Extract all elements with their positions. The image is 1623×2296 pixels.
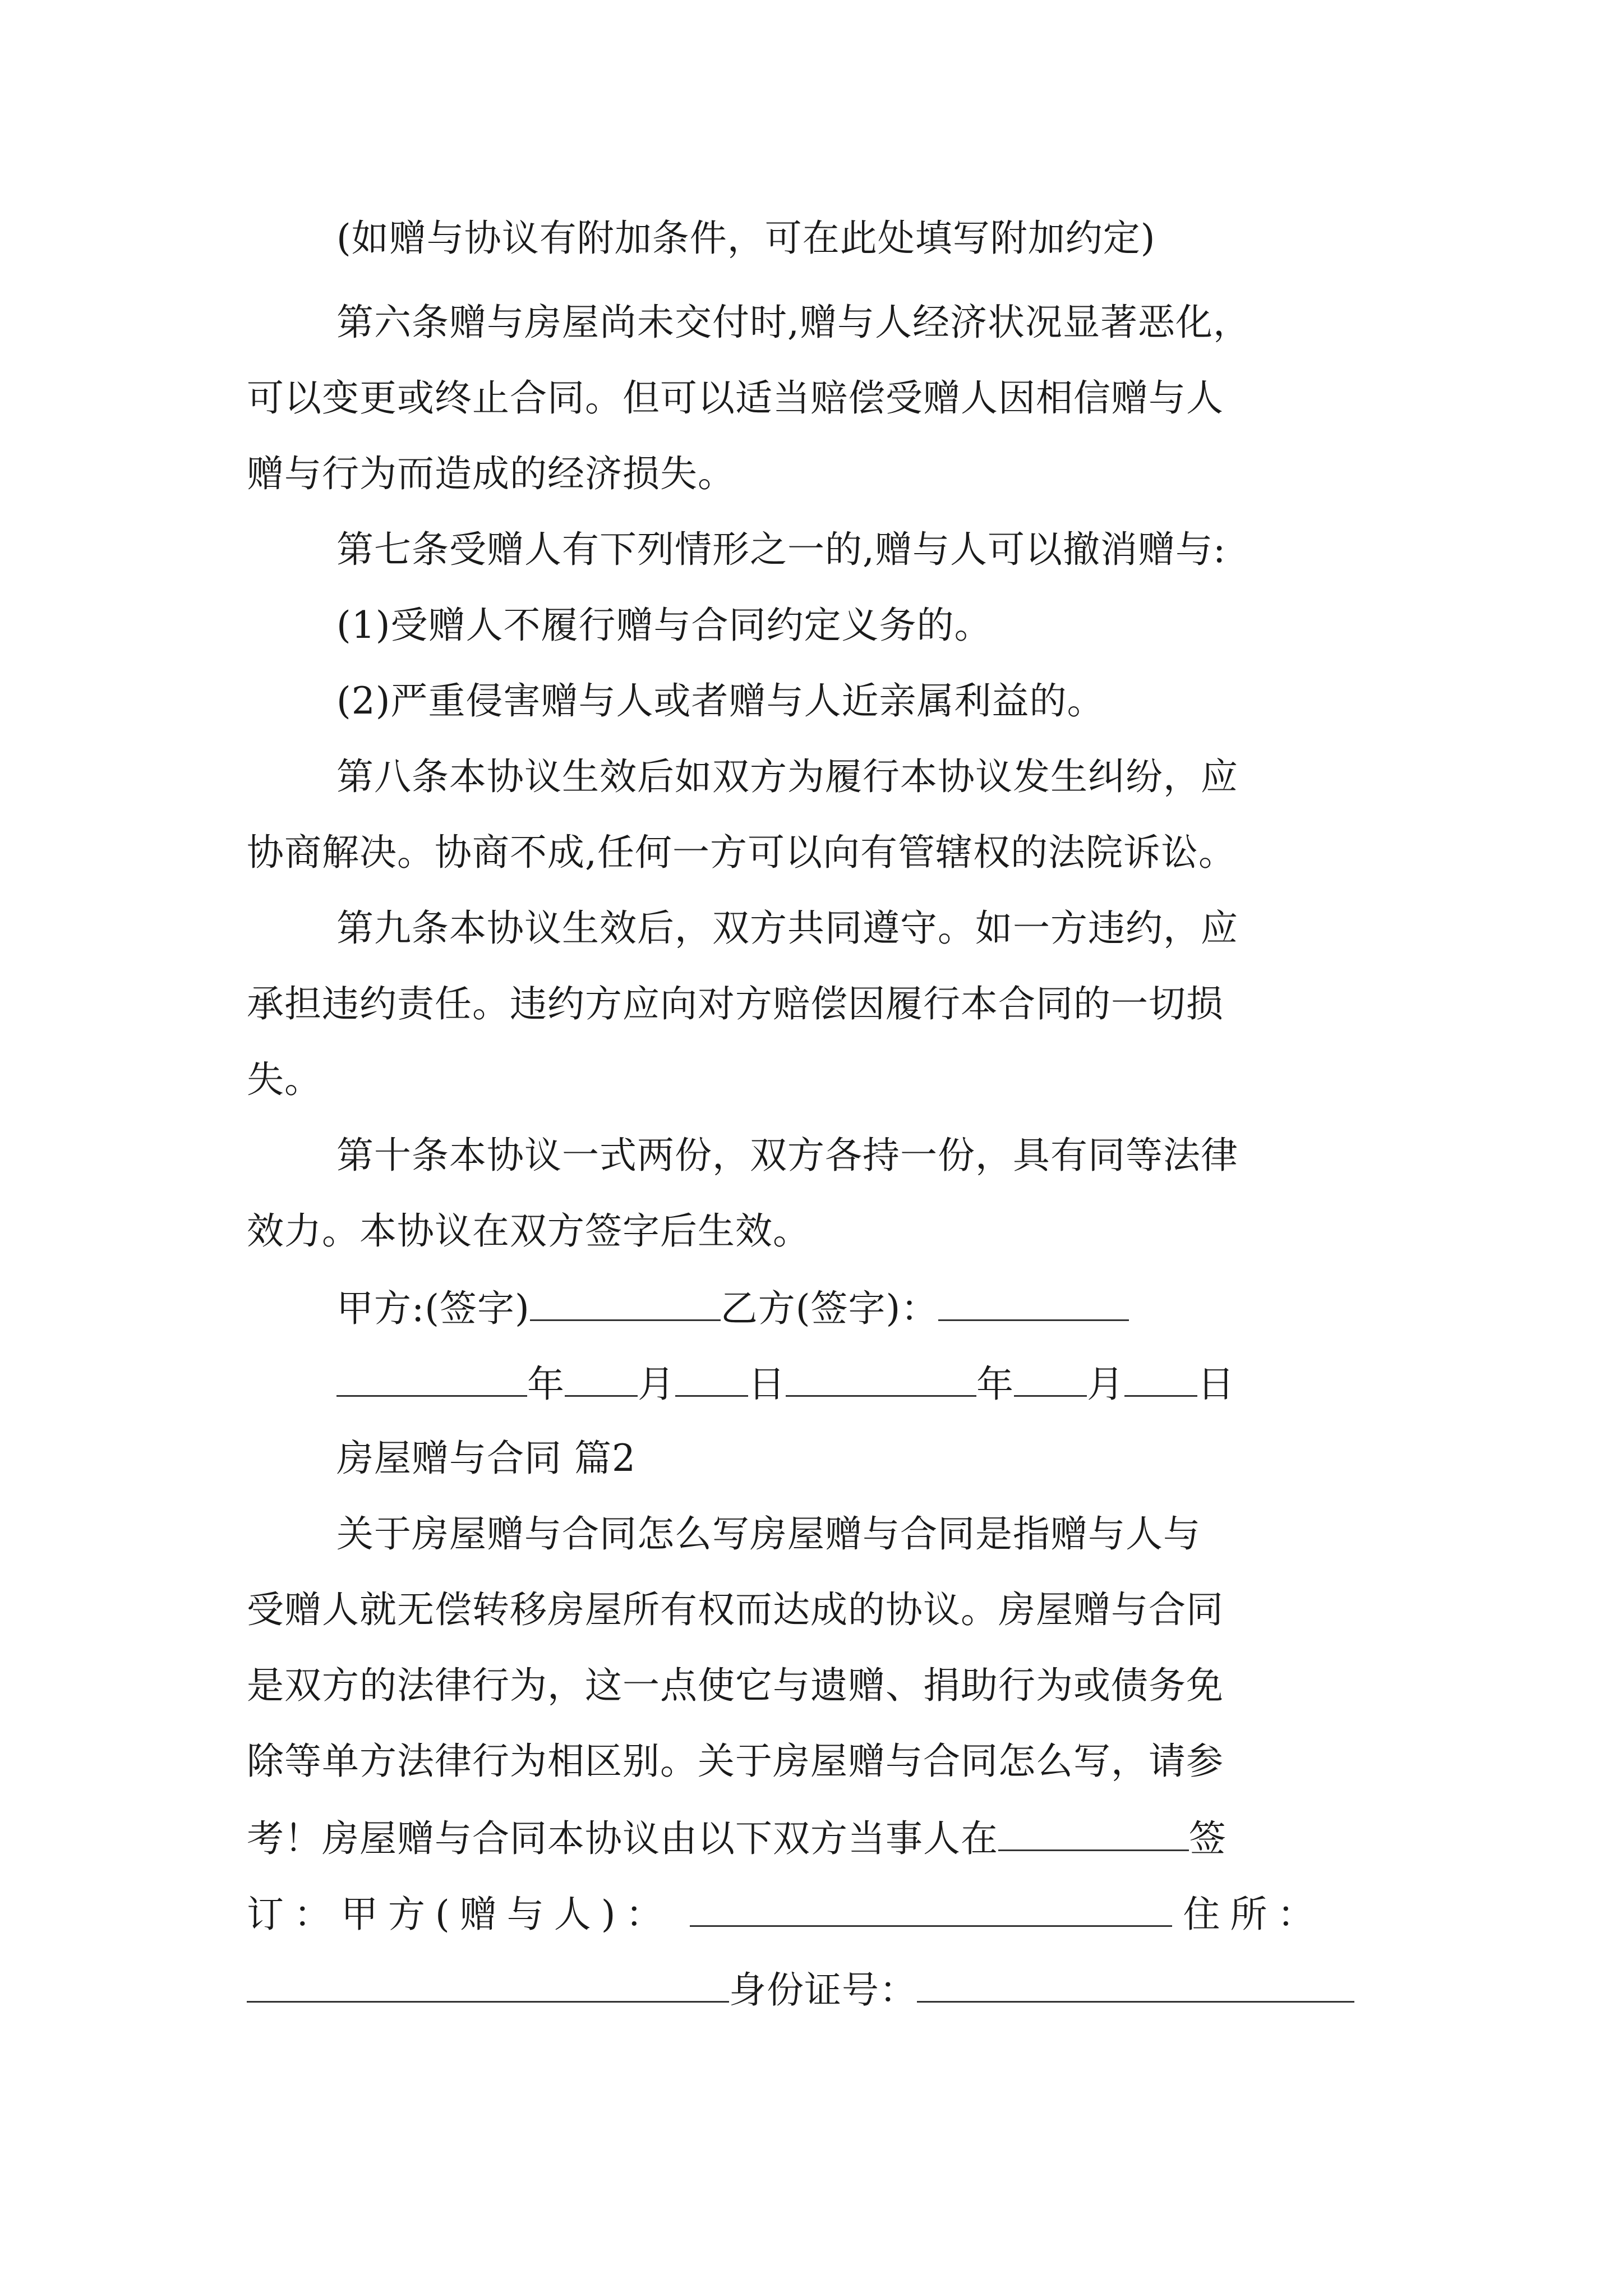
address-label: 住所： [1183, 1893, 1325, 1936]
paragraph-text: 签 [1189, 1817, 1227, 1860]
year-label: 年 [976, 1363, 1014, 1406]
paragraph-line: 受赠人就无偿转移房屋所有权而达成的协议。房屋赠与合同 [247, 1588, 1224, 1631]
paragraph-line: (1)受赠人不履行赠与合同约定义务的。 [336, 604, 992, 647]
paragraph-line: 除等单方法律行为相区别。关于房屋赠与合同怎么写，请参 [247, 1740, 1224, 1783]
paragraph-line: 第九条本协议生效后，双方共同遵守。如一方违约，应 [336, 907, 1238, 950]
year-blank [336, 1360, 527, 1397]
id-number-blank [917, 1966, 1354, 2003]
date-line [336, 1360, 1235, 1407]
paragraph-line: 失。 [247, 1058, 322, 1101]
paragraph-line: 可以变更或终止合同。但可以适当赔偿受赠人因相信赠与人 [247, 376, 1224, 420]
paragraph-line: 第十条本协议一式两份，双方各持一份，具有同等法律 [336, 1134, 1238, 1177]
day-blank [1124, 1360, 1197, 1397]
month-label: 月 [638, 1363, 675, 1406]
paragraph-line: 关于房屋赠与合同怎么写房屋赠与合同是指赠与人与 [336, 1512, 1201, 1556]
id-number-label: 身份证号： [729, 1968, 917, 2012]
sign-place-blank [998, 1815, 1189, 1851]
paragraph-line: 效力。本协议在双方签字后生效。 [247, 1209, 810, 1253]
year-blank [786, 1360, 976, 1397]
paragraph-line [247, 1890, 1325, 1937]
paragraph-text: 考！房屋赠与合同本协议由以下双方当事人在 [247, 1817, 998, 1860]
paragraph-line: 赠与行为而造成的经济损失。 [247, 452, 735, 495]
party-a-label: 订：甲方(赠与人)： [247, 1893, 673, 1936]
paragraph-line: 第六条赠与房屋尚未交付时,赠与人经济状况显著恶化， [336, 301, 1251, 344]
paragraph-line: (如赠与协议有附加条件，可在此处填写附加约定) [336, 217, 1156, 260]
month-blank [1014, 1360, 1087, 1397]
day-blank [675, 1360, 748, 1397]
day-label: 日 [748, 1363, 786, 1406]
day-label: 日 [1197, 1363, 1235, 1406]
party-b-sign-label: 乙方(签字)： [720, 1287, 939, 1330]
section-heading: 房屋赠与合同 篇2 [336, 1437, 636, 1480]
party-a-sign-label: 甲方:(签字) [336, 1287, 530, 1330]
party-b-sign-blank [938, 1285, 1129, 1321]
paragraph-line [247, 1966, 1354, 2013]
signature-line [336, 1285, 1129, 1331]
paragraph-line: 第七条受赠人有下列情形之一的,赠与人可以撤消赠与: [336, 528, 1227, 571]
party-a-name-blank [690, 1890, 1172, 1927]
paragraph-line: 第八条本协议生效后如双方为履行本协议发生纠纷，应 [336, 755, 1238, 798]
address-blank [247, 1966, 729, 2003]
party-a-sign-blank [530, 1285, 721, 1321]
paragraph-line [247, 1815, 1227, 1861]
year-label: 年 [527, 1363, 565, 1406]
paragraph-line: 是双方的法律行为，这一点使它与遗赠、捐助行为或债务免 [247, 1664, 1224, 1707]
month-label: 月 [1087, 1363, 1124, 1406]
month-blank [565, 1360, 638, 1397]
paragraph-line: 协商解决。协商不成,任何一方可以向有管辖权的法院诉讼。 [247, 831, 1236, 874]
paragraph-line: 承担违约责任。违约方应向对方赔偿因履行本合同的一切损 [247, 982, 1224, 1025]
paragraph-line: (2)严重侵害赠与人或者赠与人近亲属利益的。 [336, 679, 1105, 723]
